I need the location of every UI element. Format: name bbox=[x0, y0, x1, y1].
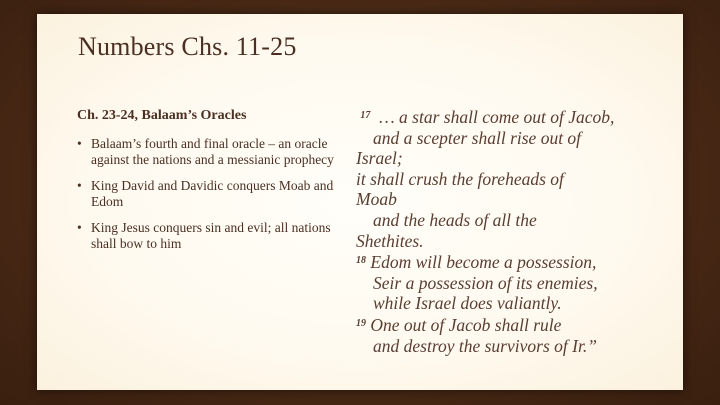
verse-line: and a scepter shall rise out of bbox=[373, 127, 582, 148]
verse-number: 19 bbox=[356, 317, 366, 329]
verse-number: 18 bbox=[356, 255, 366, 267]
bullet-icon: • bbox=[77, 136, 82, 151]
bullet-item bbox=[77, 178, 347, 210]
bullet-text: King Jesus conquers sin and evil; all nations shall bow to him bbox=[91, 220, 331, 251]
verse-line: $^{19}$ One out of Jacob shall rule bbox=[356, 314, 562, 335]
bullet-item bbox=[77, 136, 347, 168]
left-column bbox=[77, 108, 347, 262]
scripture-quote bbox=[356, 106, 676, 356]
verse-number: 17 bbox=[360, 110, 371, 121]
bullet-icon: • bbox=[77, 220, 82, 235]
bullet-list bbox=[77, 136, 347, 252]
verse-line: Israel; bbox=[356, 148, 403, 169]
slide-title: Numbers Chs. 11-25 bbox=[78, 32, 297, 61]
slide-card bbox=[37, 14, 683, 390]
verse-line: and destroy the survivors of Ir.” bbox=[373, 335, 597, 356]
verse-line: it shall crush the foreheads of bbox=[356, 168, 564, 189]
section-subheading: Ch. 23-24, Balaam’s Oracles bbox=[77, 108, 247, 123]
verse-line: and the heads of all the bbox=[373, 209, 537, 230]
bullet-text: King David and Davidic conquers Moab and Edom bbox=[91, 178, 334, 209]
verse-line: Seir a possession of its enemies, bbox=[373, 272, 598, 293]
bullet-item bbox=[77, 220, 347, 252]
verse-line: $^{18}$ Edom will become a possession, bbox=[356, 252, 597, 273]
verse-line: while Israel does valiantly. bbox=[373, 293, 562, 314]
bullet-text: Balaam’s fourth and final oracle – an oracle against the nations and a messianic prophecy bbox=[91, 136, 334, 167]
verse-line: Shethites. bbox=[356, 230, 424, 251]
bullet-icon: • bbox=[77, 178, 82, 193]
verse-line: Moab bbox=[356, 189, 397, 210]
verse-line: $^{17}$ … a star shall come out of Jacob, bbox=[360, 107, 615, 127]
